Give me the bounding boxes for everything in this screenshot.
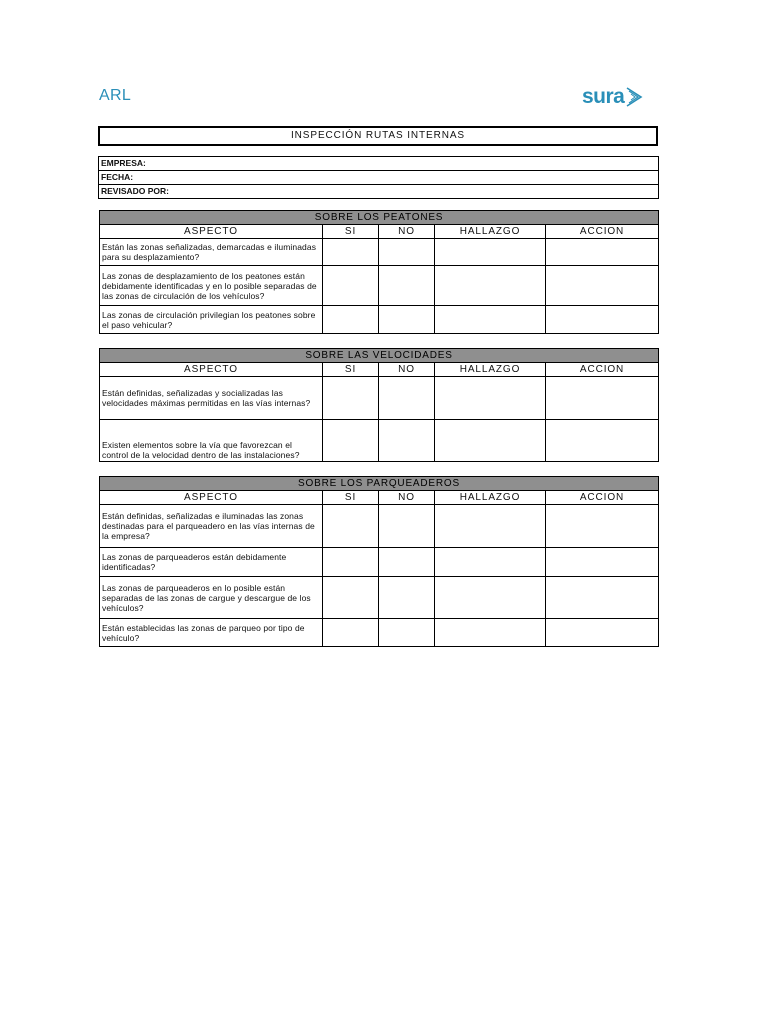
hallazgo-cell[interactable] (435, 377, 546, 420)
no-cell[interactable] (379, 505, 435, 548)
no-cell[interactable] (379, 548, 435, 577)
table-row (100, 377, 659, 420)
form-title: INSPECCIÓN RUTAS INTERNAS (98, 126, 658, 146)
no-cell[interactable] (379, 239, 435, 266)
accion-cell[interactable] (546, 239, 659, 266)
hallazgo-cell[interactable] (435, 577, 546, 619)
col-no: NO (379, 363, 435, 377)
col-no: NO (379, 225, 435, 239)
si-cell[interactable] (323, 239, 379, 266)
hallazgo-cell[interactable] (435, 619, 546, 647)
hallazgo-cell[interactable] (435, 420, 546, 462)
info-box (98, 156, 659, 199)
section-parqueaderos (99, 476, 659, 647)
table-row (100, 306, 659, 334)
question-text: Están las zonas señalizadas, demarcadas e iluminadas para su desplazamiento? (100, 239, 323, 266)
col-hallazgo: HALLAZGO (435, 363, 546, 377)
col-si: SI (323, 363, 379, 377)
section-velocidades (99, 348, 659, 462)
col-aspecto: ASPECTO (100, 491, 323, 505)
col-aspecto: ASPECTO (100, 225, 323, 239)
sura-logo-text: sura (582, 85, 625, 108)
accion-cell[interactable] (546, 577, 659, 619)
accion-cell[interactable] (546, 306, 659, 334)
no-cell[interactable] (379, 306, 435, 334)
question-text: Las zonas de desplazamiento de los peatones están debidamente identificadas y en lo posible separadas de las zonas de circulación de los vehículos? (100, 266, 323, 306)
no-cell[interactable] (379, 619, 435, 647)
question-text: Las zonas de circulación privilegian los peatones sobre el paso vehicular? (100, 306, 323, 334)
table-row (100, 577, 659, 619)
si-cell[interactable] (323, 266, 379, 306)
si-cell[interactable] (323, 619, 379, 647)
accion-cell[interactable] (546, 505, 659, 548)
empresa-field[interactable]: EMPRESA: (99, 157, 658, 171)
section-peatones (99, 210, 659, 334)
question-text: Las zonas de parqueaderos en lo posible están separadas de las zonas de cargue y descargue de los vehículos? (100, 577, 323, 619)
section-title: SOBRE LOS PEATONES (100, 211, 659, 225)
table-row (100, 420, 659, 462)
si-cell[interactable] (323, 377, 379, 420)
col-accion: ACCION (546, 225, 659, 239)
hallazgo-cell[interactable] (435, 239, 546, 266)
no-cell[interactable] (379, 266, 435, 306)
table-row (100, 505, 659, 548)
col-aspecto: ASPECTO (100, 363, 323, 377)
revisado-por-field[interactable]: REVISADO POR: (101, 186, 170, 196)
sura-logo (582, 84, 643, 110)
question-text: Están definidas, señalizadas e iluminadas las zonas destinadas para el parqueadero en las vías internas de la empresa? (100, 505, 323, 548)
hallazgo-cell[interactable] (435, 266, 546, 306)
question-text: Existen elementos sobre la vía que favorezcan el control de la velocidad dentro de las instalaciones? (100, 420, 323, 462)
col-hallazgo: HALLAZGO (435, 491, 546, 505)
si-cell[interactable] (323, 548, 379, 577)
hallazgo-cell[interactable] (435, 505, 546, 548)
sura-wing-icon (625, 86, 643, 108)
arl-label: ARL (99, 87, 132, 104)
no-cell[interactable] (379, 377, 435, 420)
accion-cell[interactable] (546, 548, 659, 577)
col-accion: ACCION (546, 363, 659, 377)
accion-cell[interactable] (546, 377, 659, 420)
col-si: SI (323, 491, 379, 505)
col-accion: ACCION (546, 491, 659, 505)
table-row (100, 239, 659, 266)
question-text: Las zonas de parqueaderos están debidamente identificadas? (100, 548, 323, 577)
accion-cell[interactable] (546, 420, 659, 462)
col-si: SI (323, 225, 379, 239)
question-text: Están definidas, señalizadas y socializadas las velocidades máximas permitidas en las vías internas? (100, 377, 323, 420)
table-row (100, 619, 659, 647)
hallazgo-cell[interactable] (435, 306, 546, 334)
accion-cell[interactable] (546, 619, 659, 647)
fecha-field[interactable]: FECHA: (99, 171, 658, 185)
si-cell[interactable] (323, 420, 379, 462)
no-cell[interactable] (379, 420, 435, 462)
hallazgo-cell[interactable] (435, 548, 546, 577)
no-cell[interactable] (379, 577, 435, 619)
col-hallazgo: HALLAZGO (435, 225, 546, 239)
accion-cell[interactable] (546, 266, 659, 306)
si-cell[interactable] (323, 306, 379, 334)
question-text: Están establecidas las zonas de parqueo por tipo de vehículo? (100, 619, 323, 647)
section-title: SOBRE LOS PARQUEADEROS (100, 477, 659, 491)
table-row (100, 548, 659, 577)
si-cell[interactable] (323, 505, 379, 548)
col-no: NO (379, 491, 435, 505)
si-cell[interactable] (323, 577, 379, 619)
section-title: SOBRE LAS VELOCIDADES (100, 349, 659, 363)
table-row (100, 266, 659, 306)
